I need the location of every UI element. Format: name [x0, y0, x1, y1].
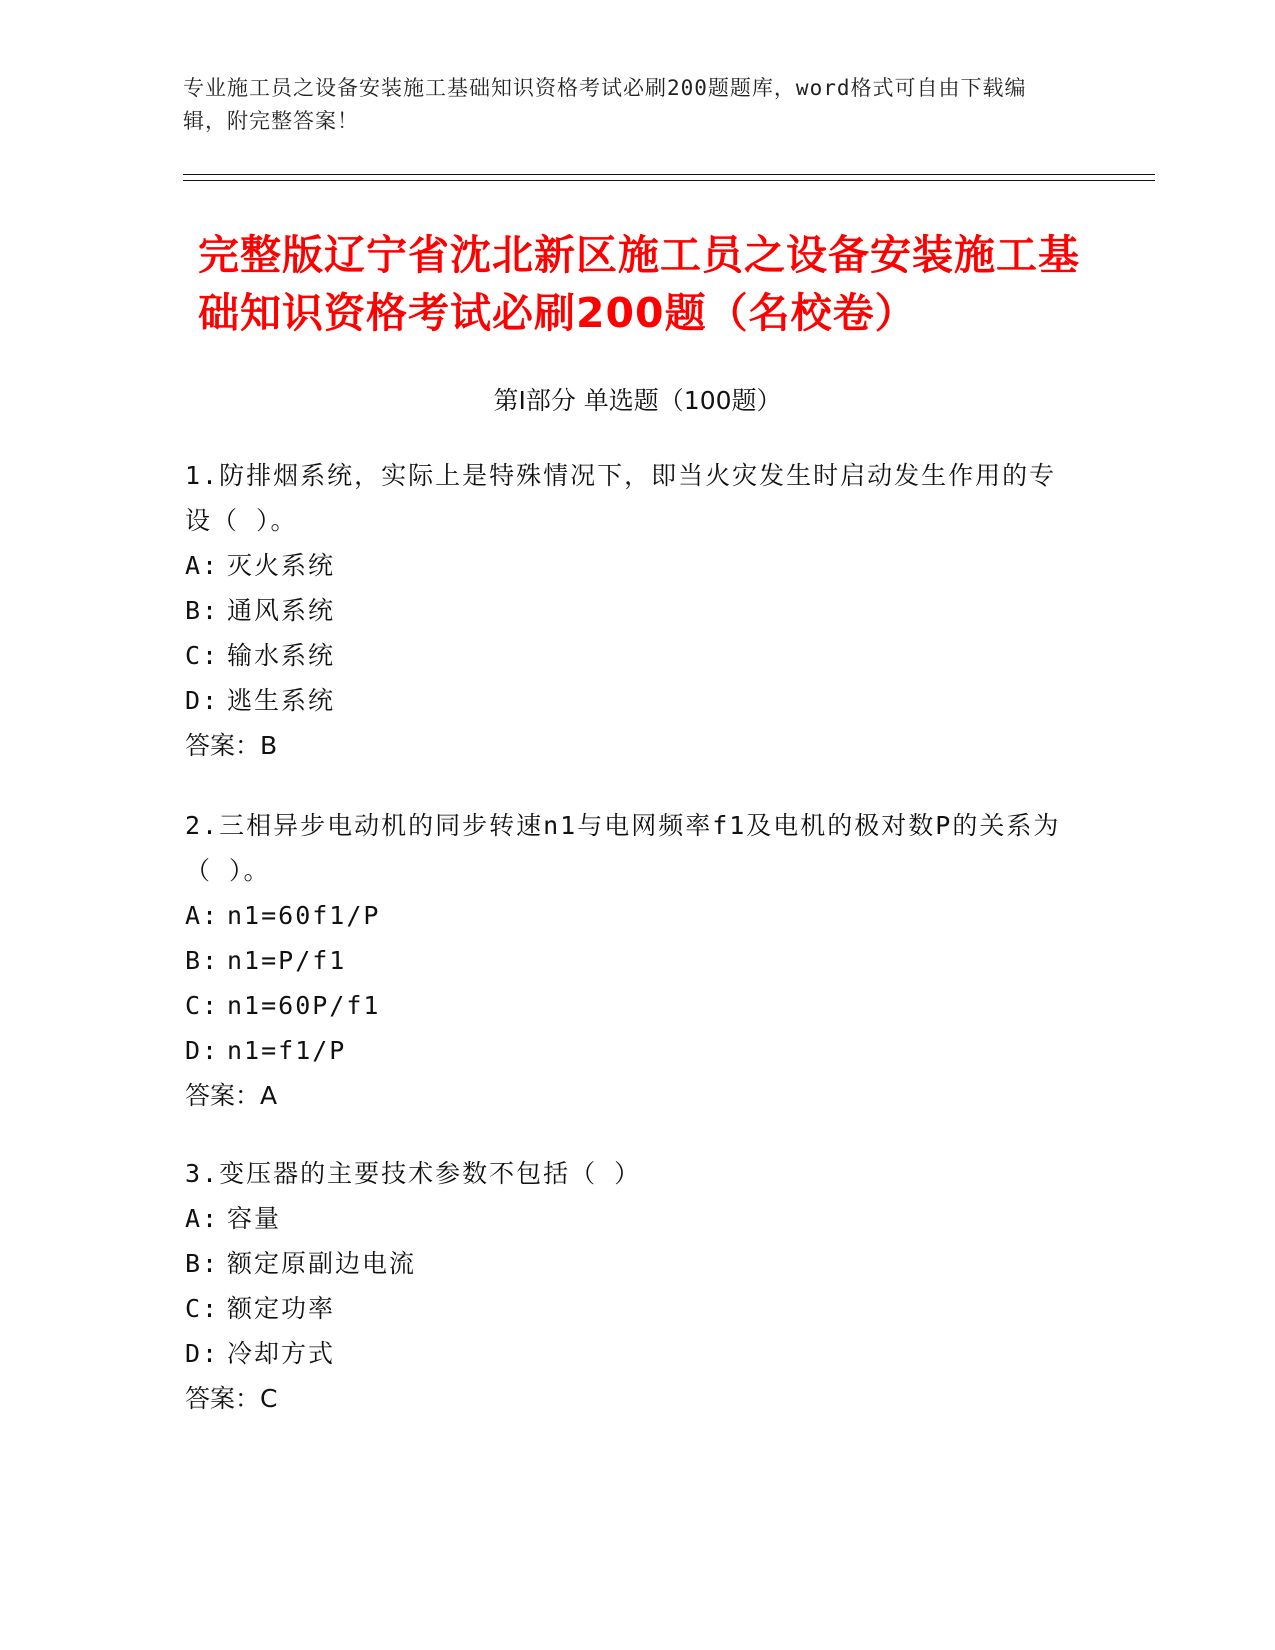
option-a — [185, 1196, 1065, 1241]
answer: 答案：C — [185, 1384, 278, 1413]
option-c — [185, 1286, 1065, 1331]
option-letter: D: — [185, 686, 220, 715]
option-letter: B: — [185, 946, 220, 975]
option-d — [185, 1331, 1065, 1376]
option-text: 冷却方式 — [227, 1339, 336, 1368]
option-b — [185, 1241, 1065, 1286]
answer: 答案：A — [185, 1081, 278, 1110]
option-letter: D: — [185, 1036, 220, 1065]
answer: 答案：B — [185, 731, 278, 760]
option-text: 容量 — [227, 1204, 282, 1233]
question-3 — [185, 1151, 1065, 1421]
question-stem: 3.变压器的主要技术参数不包括（ ） — [185, 1159, 642, 1188]
option-a — [185, 893, 1065, 938]
question-stem: 1.防排烟系统，实际上是特殊情况下，即当火灾发生时启动发生作用的专设（ ）。 — [185, 461, 1057, 535]
option-letter: C: — [185, 1294, 220, 1323]
option-text: n1=f1/P — [227, 1036, 347, 1065]
option-letter: B: — [185, 1249, 220, 1278]
header-note: 专业施工员之设备安装施工基础知识资格考试必刷200题题库，word格式可自由下载编辑，附完整答案！ — [183, 76, 1027, 133]
option-text: 输水系统 — [227, 641, 336, 670]
option-c — [185, 633, 1065, 678]
option-b — [185, 938, 1065, 983]
option-letter: C: — [185, 991, 220, 1020]
option-c — [185, 983, 1065, 1028]
option-text: n1=P/f1 — [227, 946, 347, 975]
option-a — [185, 543, 1065, 588]
option-text: 额定原副边电流 — [227, 1249, 417, 1278]
option-letter: A: — [185, 1204, 220, 1233]
option-d — [185, 678, 1065, 723]
document-title: 完整版辽宁省沈北新区施工员之设备安装施工基础知识资格考试必刷200题（名校卷） — [198, 231, 1080, 337]
option-letter: A: — [185, 901, 220, 930]
option-text: n1=60P/f1 — [227, 991, 381, 1020]
option-text: 灭火系统 — [227, 551, 336, 580]
option-b — [185, 588, 1065, 633]
question-stem: 2.三相异步电动机的同步转速n1与电网频率f1及电机的极对数P的关系为（ ）。 — [185, 811, 1061, 885]
option-text: n1=60f1/P — [227, 901, 381, 930]
option-text: 通风系统 — [227, 596, 336, 625]
option-letter: C: — [185, 641, 220, 670]
section-title: 第Ⅰ部分 单选题（100题） — [493, 386, 782, 415]
option-d — [185, 1028, 1065, 1073]
option-text: 逃生系统 — [227, 686, 336, 715]
option-letter: D: — [185, 1339, 220, 1368]
option-text: 额定功率 — [227, 1294, 336, 1323]
question-2 — [185, 803, 1065, 1118]
question-1 — [185, 453, 1065, 768]
header-divider-top — [183, 174, 1155, 175]
option-letter: B: — [185, 596, 220, 625]
option-letter: A: — [185, 551, 220, 580]
header-divider-bottom — [183, 180, 1155, 181]
